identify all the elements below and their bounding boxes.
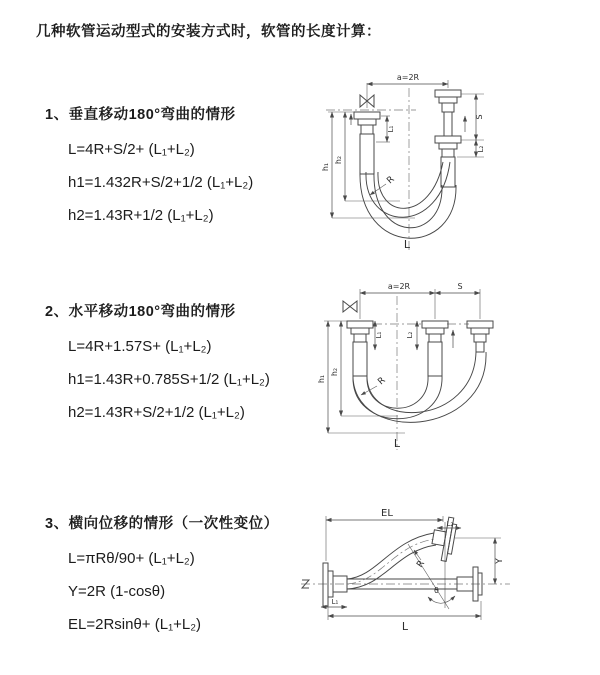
radius-label: R (376, 375, 388, 388)
dim-label-l1: L₁ (375, 331, 383, 339)
dim-label-l2: L₂ (406, 331, 414, 339)
dim-label-s: S (457, 282, 463, 291)
section-3-formula-L: L=πRθ/90+ (L₁+L₂) (68, 550, 195, 567)
dim-label-l2: L₂ (446, 520, 454, 528)
section-3-heading: 3、横向位移的情形（一次性变位） (45, 516, 279, 532)
dimension-h2 (330, 321, 398, 416)
hose-u-bend (353, 352, 486, 422)
section-horizontal-180 (45, 300, 270, 429)
dim-label-h2: h₂ (330, 367, 339, 377)
right-flange (467, 321, 493, 352)
dim-label-y: Y (495, 558, 505, 564)
dim-label-h2: h₂ (334, 155, 343, 165)
radius-callout (361, 376, 388, 395)
section-lateral-displacement (45, 512, 279, 641)
dimension-l1 (375, 321, 383, 350)
section-2-formula-h1: h1=1.43R+0.785S+1/2 (L₁+L₂) (68, 371, 270, 388)
left-flange (354, 112, 380, 134)
valve-icon (343, 301, 357, 312)
diagram-lateral-displacement (295, 500, 595, 655)
section-2-heading: 2、水平移动180°弯曲的情形 (45, 304, 236, 320)
dim-label-l: L (401, 620, 409, 633)
dimension-l2 (406, 321, 417, 350)
dimension-l2 (437, 520, 461, 528)
dim-label-l2: L₂ (477, 145, 485, 153)
section-1-formula-h2: h2=1.43R+1/2 (L₁+L₂) (68, 207, 214, 224)
dim-label-s: S (475, 114, 484, 120)
hose-s-curve (347, 533, 436, 589)
upper-flange-displaced (429, 515, 457, 562)
dim-label-h1: h₁ (317, 374, 326, 384)
section-vertical-180 (45, 103, 253, 232)
dimension-a2r (360, 282, 480, 319)
left-flange (347, 321, 373, 342)
dimension-l (328, 601, 481, 633)
radius-callout (414, 550, 427, 570)
radius-label: R (415, 558, 428, 570)
section-2-formula-h2: h2=1.43R+S/2+1/2 (L₁+L₂) (68, 404, 245, 421)
dim-label-a2r: a=2R (387, 282, 411, 291)
radius-label: R (385, 174, 397, 187)
diagram-horizontal-180 (313, 280, 598, 458)
dimension-l1 (376, 116, 395, 142)
left-hose-braid (353, 342, 367, 376)
right-lower-flange (435, 136, 461, 157)
page-title: 几种软管运动型式的安装方式时，软管的长度计算： (36, 24, 381, 40)
length-label: L (393, 437, 401, 450)
section-2-formula-L: L=4R+1.57S+ (L₁+L₂) (68, 338, 212, 355)
middle-flange (422, 321, 448, 342)
dim-label-a2r: a=2R (396, 73, 420, 82)
dim-label-h1: h₁ (321, 162, 330, 172)
dimension-s (457, 94, 485, 157)
section-3-formula-Y: Y=2R (1-cosθ) (68, 583, 166, 600)
section-1-formula-h1: h1=1.432R+S/2+1/2 (L₁+L₂) (68, 174, 254, 191)
section-1-heading: 1、垂直移动180°弯曲的情形 (45, 107, 236, 123)
section-1-formula-L: L=4R+S/2+ (L₁+L₂) (68, 141, 195, 158)
dim-label-l1: L₁ (387, 125, 395, 133)
right-upper-flange (435, 90, 461, 136)
length-label: L (403, 238, 411, 251)
dim-label-l1: L₁ (331, 598, 339, 606)
diagram-vertical-180 (318, 70, 588, 267)
left-hose-braid (360, 134, 374, 174)
dim-label-el: EL (381, 508, 393, 519)
hose-u-bend (360, 162, 456, 238)
angle-label: θ (434, 586, 439, 595)
middle-hose-braid (428, 342, 442, 376)
section-3-formula-EL: EL=2Rsinθ+ (L₁+L₂) (68, 616, 202, 633)
